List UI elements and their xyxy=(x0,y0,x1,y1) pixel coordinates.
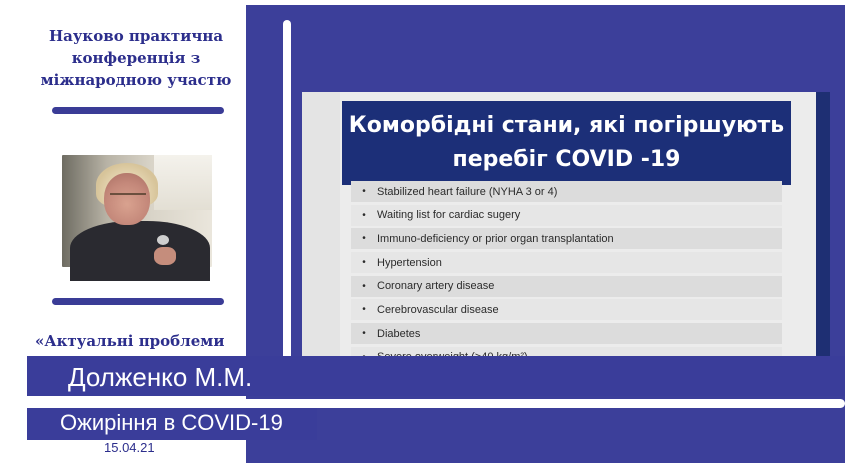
list-item-text: Coronary artery disease xyxy=(377,280,495,293)
list-item xyxy=(351,299,782,320)
list-item-text: Stabilized heart failure (NYHA 3 or 4) xyxy=(377,185,558,198)
list-item-text: Diabetes xyxy=(377,327,421,340)
talk-date: 15.04.21 xyxy=(104,440,155,455)
video-speaker-hand xyxy=(154,247,176,265)
bullet-icon: • xyxy=(362,186,366,197)
comorbidity-list xyxy=(351,181,782,371)
list-item-text: Immuno-deficiency or prior organ transplantation xyxy=(377,232,614,245)
list-item xyxy=(351,252,782,273)
video-speaker-glasses xyxy=(110,193,146,204)
slide-title-line: Коморбідні стани, які погіршують xyxy=(348,113,785,138)
bullet-icon: • xyxy=(362,280,366,292)
conference-title-line: Науково практична xyxy=(48,27,224,45)
conference-title-line: конференція з xyxy=(71,49,201,67)
video-background-window xyxy=(154,155,212,210)
slide-left-margin xyxy=(302,92,340,357)
list-item-text: Hypertension xyxy=(377,256,442,269)
divider-bar xyxy=(52,298,224,305)
list-item-text: Cerebrovascular disease xyxy=(377,303,499,316)
video-speaker-body xyxy=(70,221,210,281)
list-item xyxy=(351,228,782,249)
horizontal-divider-bar xyxy=(27,399,845,408)
presentation-slide xyxy=(302,92,830,357)
divider-bar xyxy=(52,107,224,114)
list-item xyxy=(351,323,782,344)
bullet-icon: • xyxy=(362,328,366,340)
bullet-icon: • xyxy=(362,304,366,316)
list-item-text: Waiting list for cardiac sugery xyxy=(377,209,521,222)
conference-title xyxy=(27,25,245,91)
vertical-divider-bar xyxy=(283,20,291,360)
list-item xyxy=(351,276,782,297)
list-item xyxy=(351,205,782,226)
speaker-video-feed[interactable] xyxy=(62,155,212,267)
slide-title xyxy=(342,101,791,185)
speaker-name: Долженко М.М. xyxy=(68,362,253,392)
video-speaker-brooch xyxy=(157,235,169,245)
list-item xyxy=(351,181,782,202)
slide-right-edge xyxy=(816,92,830,357)
conference-title-line: міжнародною участю xyxy=(40,71,232,89)
talk-topic: Ожиріння в COVID-19 xyxy=(60,410,283,435)
bullet-icon: • xyxy=(362,257,366,269)
slide-title-line: перебіг COVID -19 xyxy=(452,147,681,172)
bullet-icon: • xyxy=(362,233,366,245)
conference-subtitle: «Актуальні проблеми xyxy=(35,332,225,350)
bullet-icon: • xyxy=(362,209,366,221)
